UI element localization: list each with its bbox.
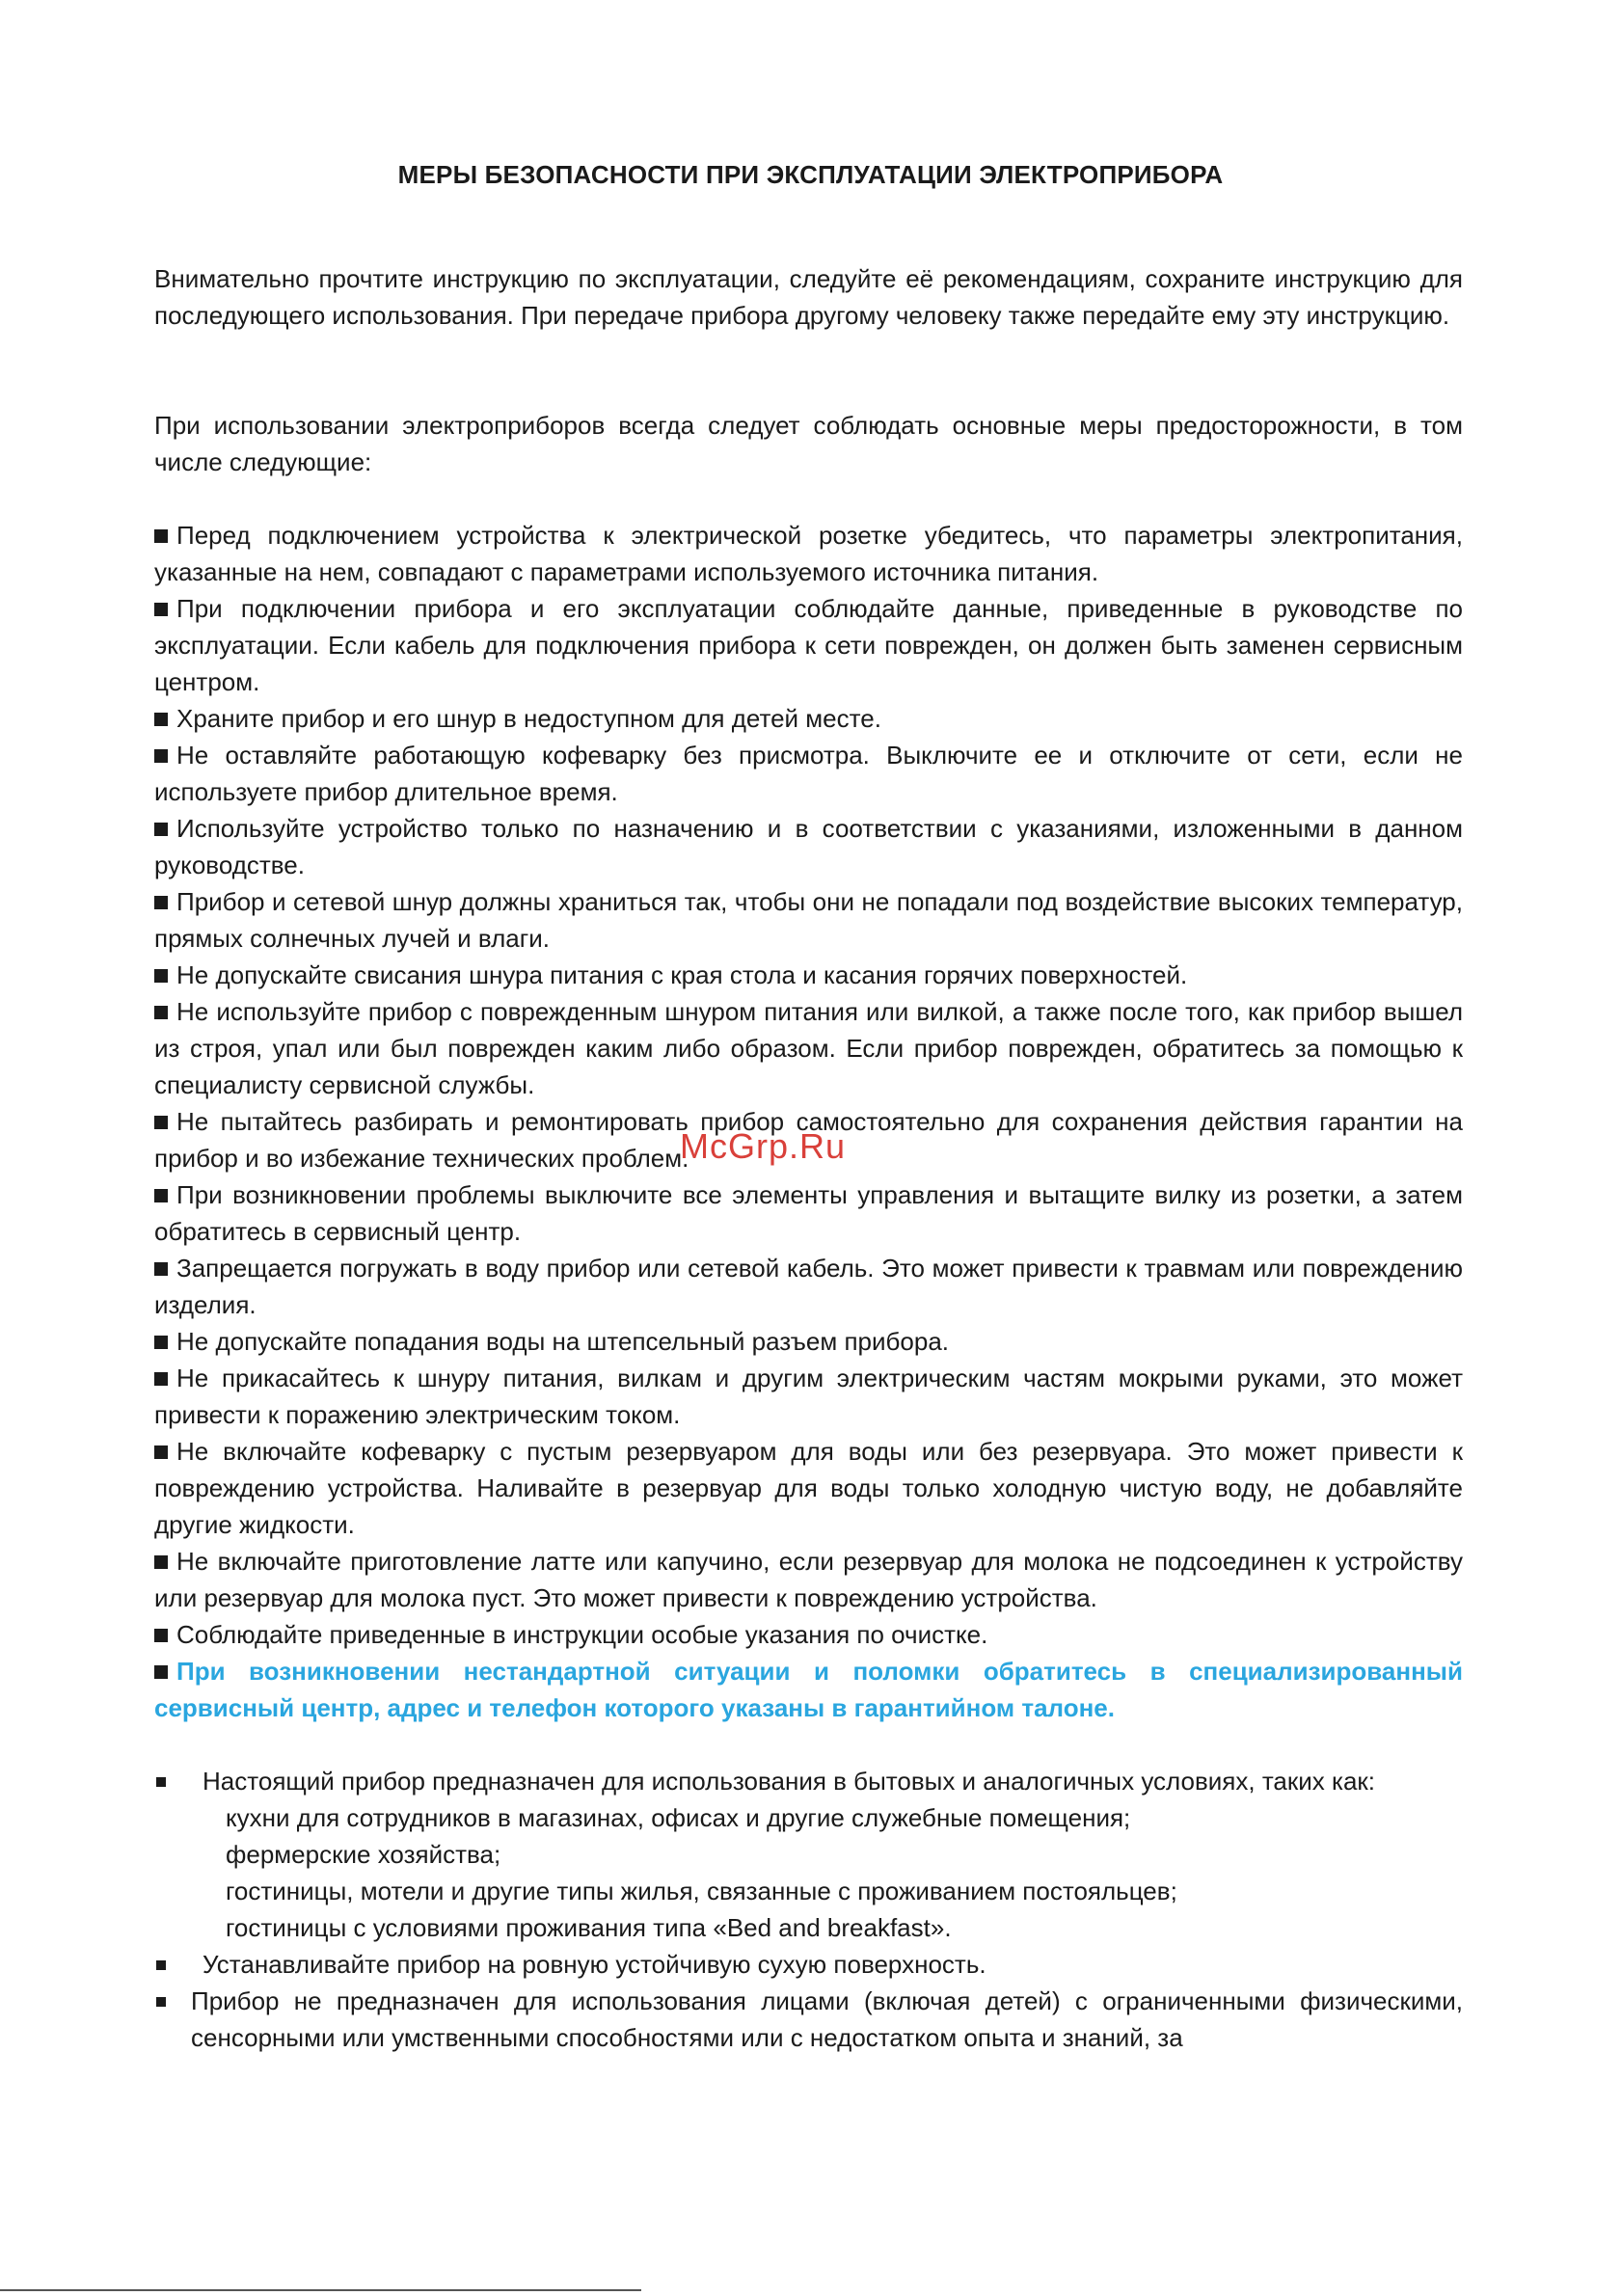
footer-divider (0, 2289, 641, 2291)
usage-place: кухни для сотрудников в магазинах, офисах и другие служебные помещения; (226, 1803, 1131, 1832)
bullet-square-icon (154, 529, 168, 543)
list-item: При подключении прибора и его эксплуатации соблюдайте данные, приведенные в руководстве по эксплуатации. Если кабель для подключения прибора к сети поврежден, он должен быть заменен сервисным центром. (154, 594, 1463, 696)
bullet-square-icon (154, 1189, 168, 1202)
list-item: Не оставляйте работающую кофеварку без присмотра. Выключите ее и отключите от сети, если не используете прибор длительное время. (154, 741, 1463, 806)
list-item: Не допускайте попадания воды на штепсельный разъем прибора. (154, 1323, 1463, 1360)
list-item: Прибор и сетевой шнур должны храниться так, чтобы они не попадали под воздействие высоких температур, прямых солнечных лучей и влаги. (154, 887, 1463, 953)
list-item (154, 1983, 1463, 2056)
list-item: Не допускайте свисания шнура питания с края стола и касания горячих поверхностей. (154, 957, 1463, 993)
list-item: Не пытайтесь разбирать и ремонтировать прибор самостоятельно для сохранения действия гарантии на прибор и во избежание технических проблем. (154, 1107, 1463, 1173)
list-item (154, 1946, 1463, 1983)
precautions-intro: При использовании электроприборов всегда следует соблюдать основные меры предосторожности, в том числе следующие: (154, 411, 1463, 476)
bullet-square-icon (156, 1777, 166, 1787)
bullet-square-icon (154, 603, 168, 616)
bullet-square-icon (154, 1445, 168, 1459)
bullet-square-icon (154, 749, 168, 763)
list-item: При возникновении проблемы выключите все элементы управления и вытащите вилку из розетки, а затем обратитесь в сервисный центр. (154, 1180, 1463, 1246)
list-item: Соблюдайте приведенные в инструкции особые указания по очистке. (154, 1616, 1463, 1653)
bullet-square-icon (154, 1336, 168, 1349)
bullet-square-icon (154, 713, 168, 726)
bullet-square-icon (154, 896, 168, 909)
list-item: Перед подключением устройства к электрической розетке убедитесь, что параметры электропитания, указанные на нем, совпадают с параметрами используемого источника питания. (154, 521, 1463, 586)
usage-conditions-list (154, 1763, 1463, 2056)
usage-place: фермерские хозяйства; (226, 1840, 501, 1869)
list-item (154, 1763, 1463, 1946)
list-item: Не включайте приготовление латте или капучино, если резервуар для молока не подсоединен к устройству или резервуар для молока пуст. Это может привести к повреждению устройства. (154, 1547, 1463, 1612)
bullet-square-icon (154, 1006, 168, 1019)
safety-rules-list (154, 517, 1463, 1726)
bullet-square-icon (154, 1555, 168, 1569)
bullet-square-icon (154, 1372, 168, 1386)
list-item: Не используйте прибор с поврежденным шнуром питания или вилкой, а также после того, как прибор вышел из строя, упал или был поврежден каким либо образом. Если прибор поврежден, обратитесь за помощью к специалисту сервисной службы. (154, 997, 1463, 1099)
surface-instruction: Устанавливайте прибор на ровную устойчивую сухую поверхность. (203, 1950, 986, 1979)
usage-place: гостиницы с условиями проживания типа «Bed and breakfast». (226, 1913, 952, 1942)
list-item: Не прикасайтесь к шнуру питания, вилкам и другим электрическим частям мокрыми руками, это может привести к поражению электрическим током. (154, 1364, 1463, 1429)
bullet-square-icon (156, 1960, 166, 1970)
page-title: МЕРЫ БЕЗОПАСНОСТИ ПРИ ЭКСПЛУАТАЦИИ ЭЛЕКТРОПРИБОРА (397, 160, 1224, 189)
list-item: Используйте устройство только по назначению и в соответствии с указаниями, изложенными в данном руководстве. (154, 814, 1463, 879)
bullet-square-icon (154, 1629, 168, 1642)
usage-place: гостиницы, мотели и другие типы жилья, связанные с проживанием постояльцев; (226, 1877, 1177, 1905)
service-center-notice: При возникновении нестандартной ситуации и поломки обратитесь в специализированный сервисный центр, адрес и телефон которого указаны в гарантийном талоне. (154, 1657, 1463, 1722)
bullet-square-icon (154, 823, 168, 836)
restriction-text: Прибор не предназначен для использования лицами (включая детей) с ограниченными физическими, сенсорными или умственными способностями или с недостатком опыта и знаний, за (191, 1986, 1463, 2052)
bullet-square-icon (154, 1665, 168, 1679)
bullet-square-icon (156, 1997, 166, 2007)
list-item: Храните прибор и его шнур в недоступном для детей месте. (154, 700, 1463, 737)
usage-lead: Настоящий прибор предназначен для использования в бытовых и аналогичных условиях, таких как: (203, 1767, 1376, 1796)
bullet-square-icon (154, 1116, 168, 1129)
bullet-square-icon (154, 969, 168, 983)
list-item: Запрещается погружать в воду прибор или сетевой кабель. Это может привести к травмам или повреждению изделия. (154, 1254, 1463, 1319)
watermark: McGrp.Ru (680, 1126, 847, 1166)
bullet-square-icon (154, 1262, 168, 1276)
list-item: Не включайте кофеварку с пустым резервуаром для воды или без резервуара. Это может привести к повреждению устройства. Наливайте в резервуар для воды только холодную чистую воду, не добавляйте другие жидкости. (154, 1437, 1463, 1539)
intro-paragraph: Внимательно прочтите инструкцию по эксплуатации, следуйте её рекомендациям, сохраните инструкцию для последующего использования. При передаче прибора другому человеку также передайте ему эту инструкцию. (154, 264, 1463, 330)
